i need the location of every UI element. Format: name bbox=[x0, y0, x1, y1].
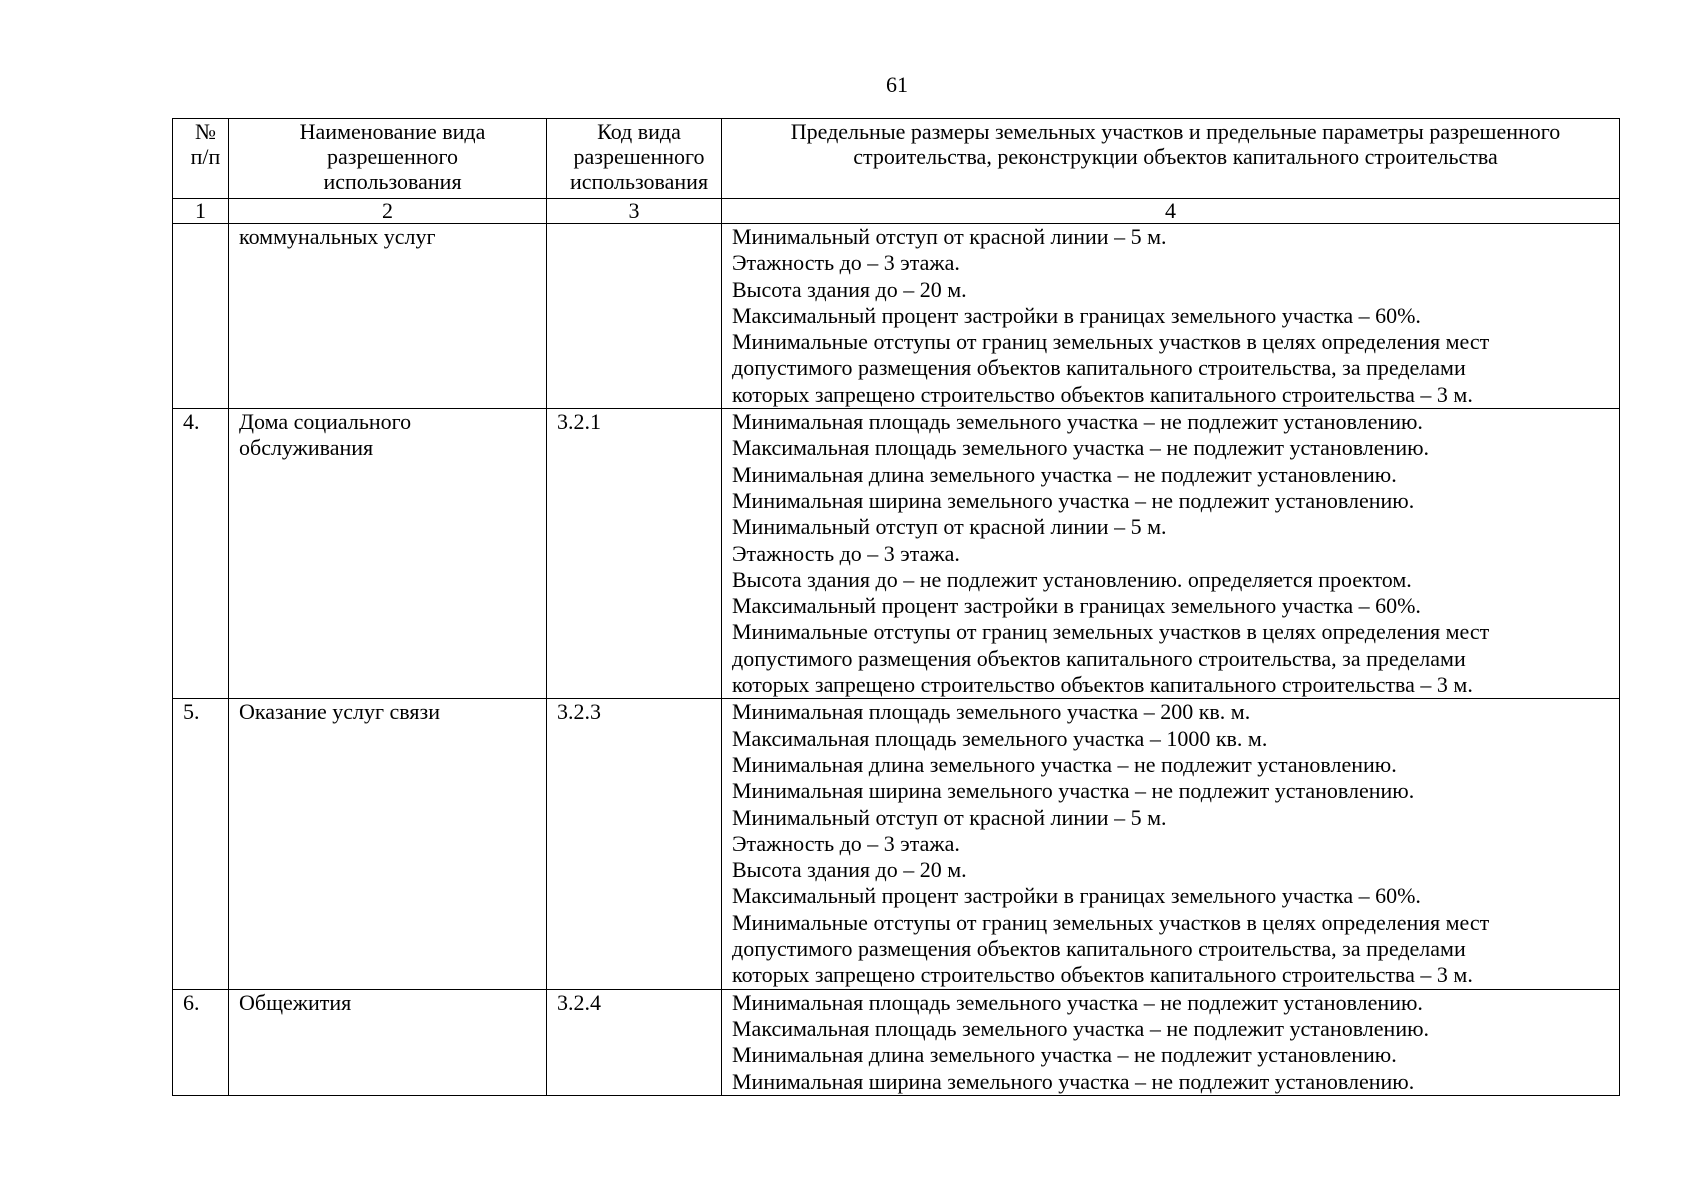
use-code-cell: 3.2.1 bbox=[547, 409, 722, 699]
parameter-line: Минимальные отступы от границ земельных участков в целях определения мест bbox=[732, 909, 1490, 935]
parameter-line: Максимальная площадь земельного участка – не подлежит установлению. bbox=[732, 435, 1430, 461]
header-line: Наименование вида bbox=[299, 119, 486, 144]
parameter-line: Этажность до – 3 этажа. bbox=[732, 250, 960, 276]
parameter-line: которых запрещено строительство объектов капитального строительства – 3 м. bbox=[732, 381, 1473, 407]
header-parameters bbox=[722, 119, 1620, 199]
header-row bbox=[173, 119, 1620, 199]
column-number: 2 bbox=[229, 199, 547, 224]
header-use-name bbox=[229, 119, 547, 199]
parameter-line: Максимальный процент застройки в границах земельного участка – 60%. bbox=[732, 883, 1421, 909]
parameter-line: Минимальная площадь земельного участка – не подлежит установлению. bbox=[732, 409, 1423, 435]
parameter-line: которых запрещено строительство объектов капитального строительства – 3 м. bbox=[732, 672, 1473, 698]
parameter-line: Минимальная длина земельного участка – не подлежит установлению. bbox=[732, 461, 1397, 487]
column-number: 4 bbox=[722, 199, 1620, 224]
row-number-cell: 6. bbox=[173, 989, 229, 1095]
use-name-line: Общежития bbox=[239, 989, 352, 1015]
header-use-code bbox=[547, 119, 722, 199]
table-body bbox=[173, 224, 1620, 1096]
regulations-table bbox=[172, 118, 1620, 1096]
parameter-line: Минимальная площадь земельного участка – не подлежит установлению. bbox=[732, 989, 1423, 1015]
parameters-cell bbox=[722, 989, 1620, 1095]
use-code-cell bbox=[547, 224, 722, 409]
column-number-row bbox=[173, 199, 1620, 224]
table-row bbox=[173, 989, 1620, 1095]
row-number-cell bbox=[173, 224, 229, 409]
use-name-line: Оказание услуг связи bbox=[239, 699, 440, 725]
use-code-cell: 3.2.3 bbox=[547, 699, 722, 989]
parameters-cell bbox=[722, 224, 1620, 409]
row-number-cell: 5. bbox=[173, 699, 229, 989]
parameter-line: Максимальный процент застройки в границах земельного участка – 60%. bbox=[732, 593, 1421, 619]
parameter-line: допустимого размещения объектов капитального строительства, за пределами bbox=[732, 936, 1466, 962]
header-line: разрешенного bbox=[327, 144, 458, 169]
parameter-line: Максимальная площадь земельного участка – не подлежит установлению. bbox=[732, 1015, 1430, 1041]
header-line: Предельные размеры земельных участков и предельные параметры разрешенного bbox=[790, 119, 1561, 144]
parameter-line: Минимальные отступы от границ земельных участков в целях определения мест bbox=[732, 619, 1490, 645]
parameter-line: Этажность до – 3 этажа. bbox=[732, 540, 960, 566]
parameters-cell bbox=[722, 699, 1620, 989]
parameter-line: Минимальный отступ от красной линии – 5 м. bbox=[732, 514, 1167, 540]
parameter-line: Минимальная ширина земельного участка – не подлежит установлению. bbox=[732, 1068, 1415, 1094]
header-number bbox=[173, 119, 229, 199]
parameter-line: допустимого размещения объектов капитального строительства, за пределами bbox=[732, 645, 1466, 671]
parameter-line: допустимого размещения объектов капитального строительства, за пределами bbox=[732, 355, 1466, 381]
use-name-line: обслуживания bbox=[239, 435, 374, 461]
column-number: 3 bbox=[547, 199, 722, 224]
parameter-line: Максимальная площадь земельного участка – 1000 кв. м. bbox=[732, 725, 1268, 751]
use-name-cell bbox=[229, 989, 547, 1095]
header-line: п/п bbox=[190, 144, 221, 169]
use-name-line: коммунальных услуг bbox=[239, 224, 436, 249]
parameter-line: Минимальная длина земельного участка – не подлежит установлению. bbox=[732, 1042, 1397, 1068]
column-number: 1 bbox=[173, 199, 229, 224]
header-line: строительства, реконструкции объектов капитального строительства bbox=[853, 144, 1498, 169]
table-header bbox=[173, 119, 1620, 224]
parameter-line: Минимальные отступы от границ земельных участков в целях определения мест bbox=[732, 329, 1490, 355]
table-row bbox=[173, 409, 1620, 699]
page-number: 61 bbox=[886, 72, 908, 97]
use-code-cell: 3.2.4 bbox=[547, 989, 722, 1095]
use-name-cell bbox=[229, 224, 547, 409]
parameters-cell bbox=[722, 409, 1620, 699]
use-name-line: Дома социального bbox=[239, 409, 412, 435]
parameter-line: Этажность до – 3 этажа. bbox=[732, 830, 960, 856]
table-row bbox=[173, 224, 1620, 409]
parameter-line: Высота здания до – 20 м. bbox=[732, 857, 967, 883]
header-line: № bbox=[195, 119, 216, 144]
parameter-line: Высота здания до – 20 м. bbox=[732, 276, 967, 302]
parameter-line: Минимальный отступ от красной линии – 5 м. bbox=[732, 224, 1167, 249]
parameter-line: Минимальная ширина земельного участка – не подлежит установлению. bbox=[732, 778, 1415, 804]
use-name-cell bbox=[229, 409, 547, 699]
header-line: использования bbox=[323, 169, 462, 194]
parameter-line: Минимальная площадь земельного участка – 200 кв. м. bbox=[732, 699, 1251, 725]
parameter-line: Высота здания до – не подлежит установлению. определяется проектом. bbox=[732, 566, 1412, 592]
header-line: разрешенного bbox=[573, 144, 705, 169]
table-row bbox=[173, 699, 1620, 989]
parameter-line: Минимальная ширина земельного участка – не подлежит установлению. bbox=[732, 487, 1415, 513]
parameter-line: Минимальный отступ от красной линии – 5 м. bbox=[732, 804, 1167, 830]
parameter-line: Максимальный процент застройки в границах земельного участка – 60%. bbox=[732, 302, 1421, 328]
header-line: Код вида bbox=[597, 119, 681, 144]
parameter-line: Минимальная длина земельного участка – не подлежит установлению. bbox=[732, 751, 1397, 777]
use-name-cell bbox=[229, 699, 547, 989]
row-number-cell: 4. bbox=[173, 409, 229, 699]
parameter-line: которых запрещено строительство объектов капитального строительства – 3 м. bbox=[732, 962, 1473, 988]
header-line: использования bbox=[569, 169, 709, 194]
